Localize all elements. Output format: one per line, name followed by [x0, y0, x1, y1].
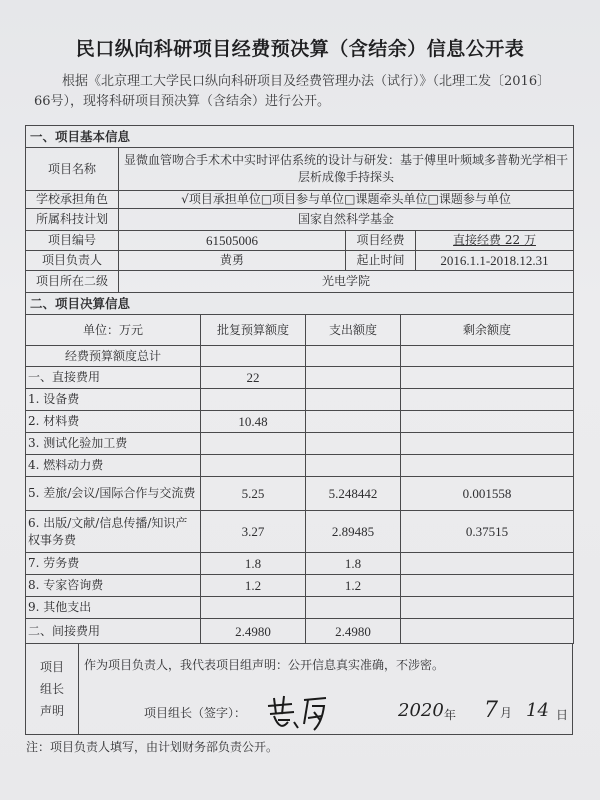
declaration-label-line: 声明 [39, 704, 64, 718]
budget-row [26, 433, 574, 455]
remaining-amount [401, 575, 574, 597]
budget-row [26, 511, 574, 553]
budget-row-label: 4. 燃料动力费 [26, 455, 201, 477]
leader-value: 黄勇 [119, 251, 346, 271]
remaining-amount [401, 346, 574, 367]
plan-label: 所属科技计划 [26, 209, 119, 231]
spent-amount: 5.248442 [306, 477, 401, 511]
budget-amount: 10.48 [201, 411, 306, 433]
budget-amount: 1.2 [201, 575, 306, 597]
budget-amount: 2.4980 [201, 619, 306, 644]
spent-amount [306, 389, 401, 411]
intro-paragraph: 根据《北京理工大学民口纵向科研项目及经费管理办法（试行）》（北理工发〔2016〕66号），现将科研项目预决算（含结余）进行公开。 [34, 74, 551, 109]
budget-amount [201, 597, 306, 619]
spent-amount: 2.4980 [306, 619, 401, 644]
budget-row [26, 411, 574, 433]
budget-row [26, 619, 574, 644]
declaration-label-line: 组长 [39, 682, 64, 696]
date-month: 7 [484, 698, 498, 723]
budget-row [26, 575, 574, 597]
date-year: 2020 [398, 700, 444, 721]
remaining-amount: 0.37515 [401, 511, 574, 553]
number-value: 61505006 [119, 231, 346, 251]
remaining-amount [401, 367, 574, 389]
role-label: 学校承担角色 [26, 191, 119, 209]
spent-amount [306, 433, 401, 455]
budget-row-label: 8. 专家咨询费 [26, 575, 201, 597]
period-value: 2016.1.1-2018.12.31 [416, 251, 574, 271]
budget-table [25, 292, 574, 644]
remaining-amount [401, 389, 574, 411]
remaining-amount [401, 433, 574, 455]
budget-row-label: 5. 差旅/会议/国际合作与交流费 [26, 477, 201, 511]
budget-row [26, 367, 574, 389]
footnote: 注：项目负责人填写，由计划财务部负责公开。 [26, 740, 279, 754]
number-label: 项目编号 [26, 231, 119, 251]
spent-amount: 1.8 [306, 553, 401, 575]
spent-amount [306, 346, 401, 367]
funding-value: 直接经费 22 万 [453, 233, 536, 247]
dept-label: 项目所在二级 [26, 271, 119, 293]
declaration-label [26, 644, 79, 734]
funding-label: 项目经费 [346, 231, 416, 251]
plan-value: 国家自然科学基金 [119, 209, 574, 231]
budget-row-label: 2. 材料费 [26, 411, 201, 433]
budget-row [26, 553, 574, 575]
date-year-unit: 年 [444, 708, 457, 722]
budget-amount: 22 [201, 367, 306, 389]
declaration-box [25, 643, 573, 735]
period-label: 起止时间 [346, 251, 416, 271]
column-header-unit: 单位：万元 [26, 315, 201, 346]
remaining-amount [401, 411, 574, 433]
budget-row-label: 1. 设备费 [26, 389, 201, 411]
budget-amount [201, 433, 306, 455]
spent-amount: 1.2 [306, 575, 401, 597]
budget-row-label: 3. 测试化验加工费 [26, 433, 201, 455]
budget-row [26, 346, 574, 367]
date-month-unit: 月 [500, 706, 513, 720]
column-header-remaining: 剩余额度 [401, 315, 574, 346]
remaining-amount [401, 553, 574, 575]
project-name-value: 显微血管吻合手术术中实时评估系统的设计与研发：基于傅里叶频域多普勒光学相干层析成像手持探头 [119, 148, 574, 191]
remaining-amount [401, 597, 574, 619]
budget-row-label: 6. 出版/文献/信息传播/知识产权事务费 [26, 511, 201, 553]
budget-amount: 1.8 [201, 553, 306, 575]
budget-row-label: 一、直接费用 [26, 367, 201, 389]
budget-row-label: 经费预算额度总计 [26, 346, 201, 367]
budget-amount [201, 346, 306, 367]
document-title: 民口纵向科研项目经费预决算（含结余）信息公开表 [75, 38, 525, 60]
budget-row [26, 389, 574, 411]
section-heading-budget: 二、项目决算信息 [26, 293, 574, 315]
handwritten-signature [264, 692, 334, 734]
section-heading-basic: 一、项目基本信息 [26, 126, 574, 148]
budget-amount: 3.27 [201, 511, 306, 553]
spent-amount [306, 367, 401, 389]
budget-row-label: 9. 其他支出 [26, 597, 201, 619]
remaining-amount [401, 455, 574, 477]
spent-amount [306, 597, 401, 619]
spent-amount: 2.89485 [306, 511, 401, 553]
budget-row [26, 597, 574, 619]
remaining-amount [401, 619, 574, 644]
budget-amount: 5.25 [201, 477, 306, 511]
budget-amount [201, 455, 306, 477]
declaration-label-line: 项目 [39, 660, 64, 674]
project-name-label: 项目名称 [26, 148, 119, 191]
remaining-amount: 0.001558 [401, 477, 574, 511]
spent-amount [306, 455, 401, 477]
role-value: √项目承担单位□项目参与单位□课题牵头单位□课题参与单位 [119, 191, 574, 209]
column-header-spent: 支出额度 [306, 315, 401, 346]
budget-row-label: 7. 劳务费 [26, 553, 201, 575]
budget-row [26, 477, 574, 511]
budget-row-label: 二、间接费用 [26, 619, 201, 644]
dept-value: 光电学院 [119, 271, 574, 293]
declaration-statement: 作为项目负责人，我代表项目组声明：公开信息真实准确，不涉密。 [84, 658, 445, 672]
leader-label: 项目负责人 [26, 251, 119, 271]
spent-amount [306, 411, 401, 433]
budget-row [26, 455, 574, 477]
budget-amount [201, 389, 306, 411]
basic-info-table [25, 125, 574, 293]
date-day: 14 [526, 700, 549, 721]
date-day-unit: 日 [556, 708, 569, 722]
signature-label: 项目组长（签字）： [144, 706, 247, 720]
column-header-budget: 批复预算额度 [201, 315, 306, 346]
